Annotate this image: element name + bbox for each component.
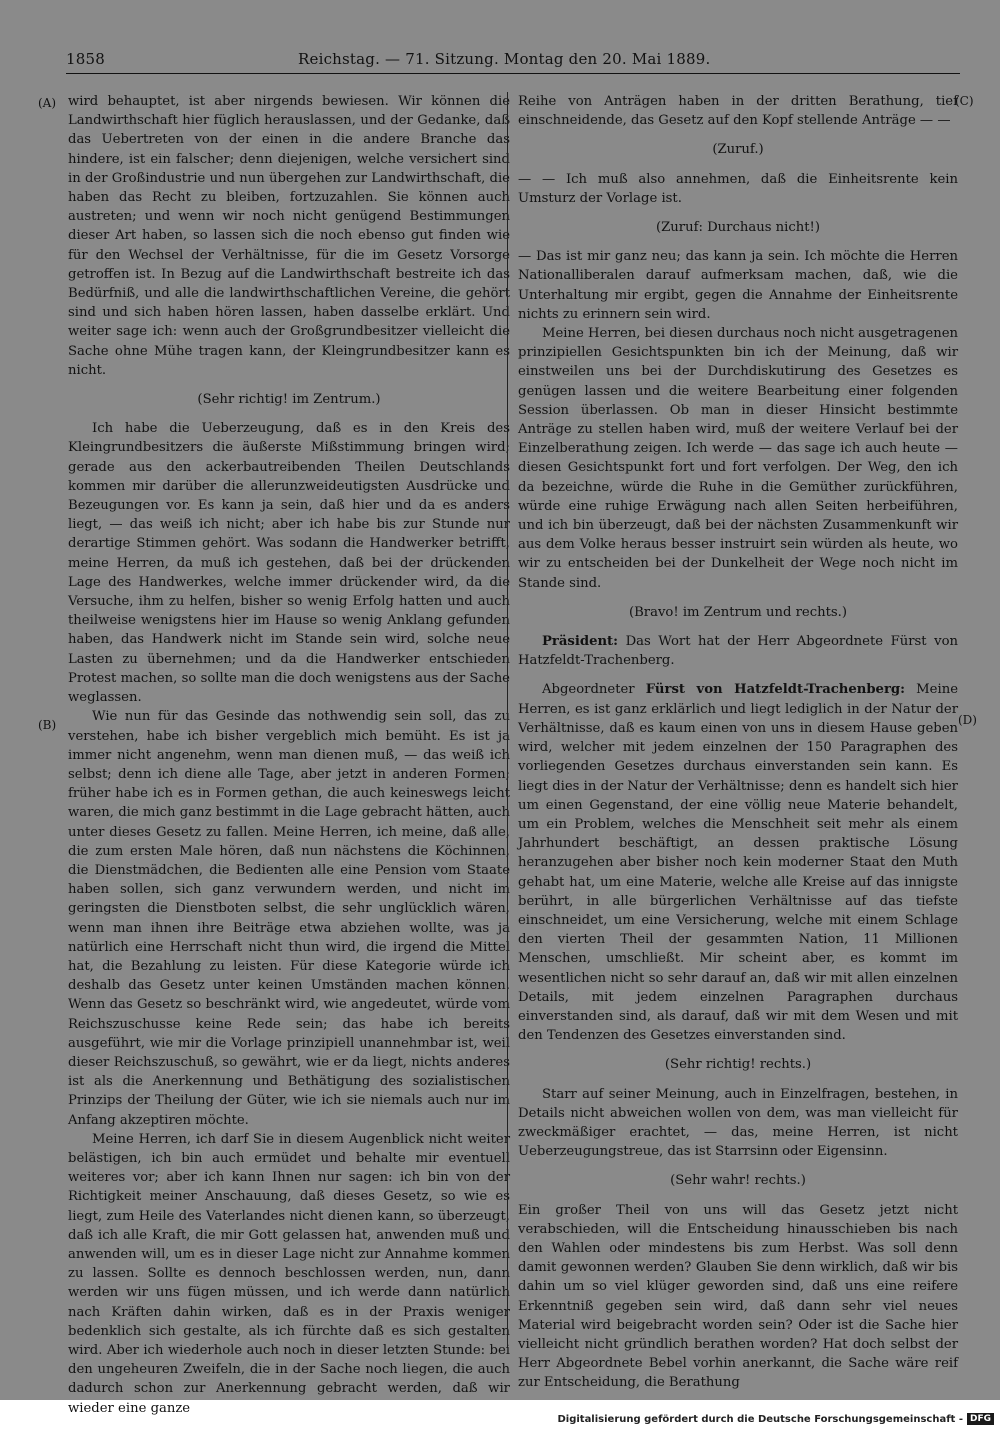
dfg-logo: DFG xyxy=(967,1413,994,1425)
digitization-footer xyxy=(557,1413,994,1425)
page-number: 1858 xyxy=(66,50,105,68)
paragraph: Meine Herren, bei diesen durchaus noch nicht ausgetragenen prinzipiellen Gesichtspunkten bin ich der Meinung, daß wir einstweilen uns bei der Durchdiskutirung des Gesetzes es genügen lassen und die weitere Bearbeitung einer folgenden Session überlassen. Ob man in dieser Hinsicht bestimmte Anträge zu stellen haben wird, muß der weitere Verlauf bei der Einzelberathung zeigen. Ich werde — das sage ich auch heute — diesen Gesichtspunkt fort und fort verfolgen. Der Weg, den ich da bezeichne, würde die Ruhe in die Gemüther zurückführen, würde eine ruhige Erwägung nach allen Seiten herbeiführen, und ich bin überzeugt, daß bei der nächsten Zusammenkunft wir aus dem Volke heraus besser instruirt sein würden als heute, wo wir zu entscheiden bei der Dunkelheit der Wege noch nicht im Stande sind. xyxy=(518,326,958,591)
president-text: Das Wort hat der Herr Abgeordnete Fürst von Hatzfeldt-Trachenberg. xyxy=(518,634,959,669)
margin-marker-d: (D) xyxy=(958,713,977,727)
speech-paragraph xyxy=(518,680,958,1045)
right-column xyxy=(518,92,958,1393)
paragraph: Starr auf seiner Meinung, auch in Einzelfragen, bestehen, in Details nicht abweichen wollen von dem, was man vielleicht für zweckmäßiger erachtet, — das, meine Herren, ist nicht Ueberzeugungstreue, das ist Starrsinn oder Eigensinn. xyxy=(518,1086,958,1160)
margin-marker-a: (A) xyxy=(38,96,57,110)
paragraph: Ich habe die Ueberzeugung, daß es in den Kreis des Kleingrundbesitzers die äußerste Mißstimmung bringen wird; gerade aus den ackerbautreibenden Theilen Deutschlands kommen mir darüber die allerunzweideutigsten Ausdrücke und Bezeugungen vor. Es kann ja sein, daß hier und da es anders liegt, — das weiß ich nicht; aber ich habe bis zur Stunde nur derartige Stimmen gehört. Was sodann die Handwerker betrifft, meine Herren, da muß ich gestehen, daß bei der drückenden Lage des Handwerkes, welche immer drückender wird, da die Versuche, ihm zu helfen, bisher so wenig Erfolg hatten und auch theilweise wenigstens hier im Hause so wenig Anklang gefunden haben, das Handwerk nicht im Stande sein wird, solche neue Lasten zu übernehmen; und da die Handwerker entschieden Protest machen, so sollte man die doch wenigstens aus der Sache weglassen. xyxy=(68,421,510,706)
left-column xyxy=(68,92,510,1418)
paragraph: Ein großer Theil von uns will das Gesetz jetzt nicht verabschieden, will die Entscheidung hinausschieben bis nach den Wahlen oder mindestens bis zum Herbst. Was soll denn damit gewonnen werden? Glauben Sie denn wirklich, daß wir bis dahin um so viel klüger geworden sind, daß uns eine reifere Erkenntniß gegeben sein wird, daß dann sehr viel neues Material wird beigebracht worden sein? Oder ist die Sache hier vielleicht nicht gründlich berathen worden? Hat doch selbst der Herr Abgeordnete Bebel vorhin anerkannt, die Sache wäre reif zur Entscheidung, die Berathung xyxy=(518,1202,958,1391)
footer-text: Digitalisierung gefördert durch die Deutsche Forschungsgemeinschaft - xyxy=(557,1413,963,1425)
interjection: (Zuruf: Durchaus nicht!) xyxy=(655,220,820,236)
speech-text: Meine Herren, es ist ganz erklärlich und liegt lediglich in der Natur der Verhältnisse, daß es kaum einen von uns in diesem Hause geben wird, welcher mit jedem einzelnen der 150 Paragraphen des vorliegenden Gesetzes durchaus einverstanden sein kann. Es liegt dies in der Natur der Verhältnisse; denn es handelt sich hier um einen Gegenstand, der eine völlig neue Materie behandelt, um ein Problem, welches die Menschheit seit mehr als einem Jahrhundert beschäftigt, an dessen praktische Lösung heranzugehen aber bisher noch kein moderner Staat den Muth gehabt hat, um eine Materie, welche alle Kreise auf das innigste berührt, in alle bürgerlichen Verhältnisse auf das tiefste einschneidet, um eine Versicherung, welche mit einem Schlage den vierten Theil der gesammten Nation, 11 Millionen Menschen, umschließt. Mir scheint aber, es kommt im wesentlichen nicht so sehr darauf an, daß wir mit allen einzelnen Details, mit jedem einzelnen Paragraphen durchaus einverstanden sind, als darauf, daß wir mit dem Wesen und mit den Tendenzen des Gesetzes einverstanden sind. xyxy=(518,682,958,1044)
paragraph: — Das ist mir ganz neu; das kann ja sein. Ich möchte die Herren Nationalliberalen darauf aufmerksam machen, daß, wie die Unterhaltung mir ergibt, gegen die Annahme der Einheitsrente nichts zu erinnern sein wird. xyxy=(518,249,958,322)
paragraph: Meine Herren, ich darf Sie in diesem Augenblick nicht weiter belästigen, ich bin auch ermüdet und behalte mir eventuell weiteres vor; aber ich kann Ihnen nur sagen: ich bin von der Richtigkeit meiner Anschauung, daß dieses Gesetz, so wie es liegt, zum Heile des Vaterlandes nicht dienen kann, so überzeugt, daß ich alle Kraft, die mir Gott gelassen hat, anwenden muß und anwenden will, um es in dieser Lage nicht zur Annahme kommen zu lassen. Sollte es dennoch beschlossen werden, nun, dann werden wir uns fügen müssen, und ich werde dann natürlich nach Kräften dahin wirken, daß es in der Praxis weniger bedenklich sich gestalte, als ich fürchte daß es sich gestalten wird. Aber ich wiederhole auch noch in dieser letzten Stunde: bei den ungeheuren Zweifeln, die in der Sache noch liegen, die auch dadurch schon zur Anerkennung gebracht werden, daß wir wieder eine ganze xyxy=(68,1131,510,1416)
interjection: (Zuruf.) xyxy=(712,142,764,158)
interjection: (Sehr richtig! im Zentrum.) xyxy=(197,392,381,408)
president-label: Präsident: xyxy=(542,634,619,650)
speaker-name: Fürst von Hatzfeldt-Trachenberg: xyxy=(645,682,905,698)
margin-marker-c: (C) xyxy=(955,94,974,108)
column-divider xyxy=(507,92,508,1347)
interjection: (Bravo! im Zentrum und rechts.) xyxy=(628,604,848,620)
page-header xyxy=(66,50,960,72)
interjection: (Sehr wahr! rechts.) xyxy=(670,1173,806,1189)
header-rule xyxy=(66,73,960,74)
margin-marker-b: (B) xyxy=(38,718,57,732)
running-title: Reichstag. — 71. Sitzung. Montag den 20. Mai 1889. xyxy=(298,50,711,68)
paragraph: Wie nun für das Gesinde das nothwendig sein soll, das zu verstehen, habe ich bisher vergeblich mich bemüht. Es ist ja immer nicht angenehm, wenn man dienen muß, — das weiß ich selbst; denn ich diene alle Tage, aber jetzt in anderen Formen; früher habe ich es in Formen gethan, die auch keineswegs leicht waren, die mich ganz bestimmt in die Lage gebracht hätten, auch unter dieses Gesetz zu fallen. Meine Herren, ich meine, daß alle, die zum ersten Male hören, daß nun nächstens die Köchinnen, die Dienstmädchen, die Bedienten alle eine Pension vom Staate haben sollen, sich ganz verwundern werden, und nicht im geringsten die Dienstboten selbst, die sehr unglücklich wären, wenn man ihnen ihre Beiträge etwa abziehen wollte, was ja natürlich eine Herrschaft nicht thun wird, die irgend die Mittel hat, die Bezahlung zu leisten. Für diese Kategorie würde ich deshalb das Gesetz unter keinen Umständen machen können. Wenn das Gesetz so beschränkt wird, wie angedeutet, würde vom Reichszuschusse keine Rede sein; das habe ich bereits ausgeführt, wie mir die Vorlage prinzipiell unannehmbar ist, weil dieser Reichszuschuß, so gewährt, wie er da liegt, nichts anderes ist als die Anerkennung und Bethätigung des sozialistischen Prinzips der Theilung der Güter, wie ich sie niemals auch nur im Anfang akzeptiren möchte. xyxy=(68,709,510,1128)
paragraph: — — Ich muß also annehmen, daß die Einheitsrente kein Umsturz der Vorlage ist. xyxy=(518,171,958,206)
paragraph: Reihe von Anträgen haben in der dritten Berathung, tief einschneidende, das Gesetz auf den Kopf stellende Anträge — — xyxy=(518,94,958,129)
paragraph: wird behauptet, ist aber nirgends bewiesen. Wir können die Landwirthschaft hier füglich herauslassen, und der Gedanke, daß das Uebertreten von der einen in die andere Branche das hindere, ist ein falscher; denn diejenigen, welche versichert sind in der Großindustrie und nun übergehen zur Landwirthschaft, die haben das Recht zu bleiben, fortzuzahlen. Sie können auch austreten; und wenn wir noch nicht genügend Bestimmungen dieser Art haben, so lassen sich die noch ebenso gut finden wie für den Wechsel der Verhältnisse, für die im Gesetz Vorsorge getroffen ist. In Bezug auf die Landwirthschaft bestreite ich das Bedürfniß, und alle die landwirthschaftlichen Vereine, die gehört sind und sich haben hören lassen, haben dasselbe erklärt. Und weiter sage ich: wenn auch der Großgrundbesitzer vielleicht die Sache ohne Mühe tragen kann, der Kleingrundbesitzer kann es nicht. xyxy=(68,94,510,378)
president-statement xyxy=(518,632,958,670)
speaker-prefix: Abgeordneter xyxy=(542,682,635,698)
interjection: (Sehr richtig! rechts.) xyxy=(664,1057,812,1073)
